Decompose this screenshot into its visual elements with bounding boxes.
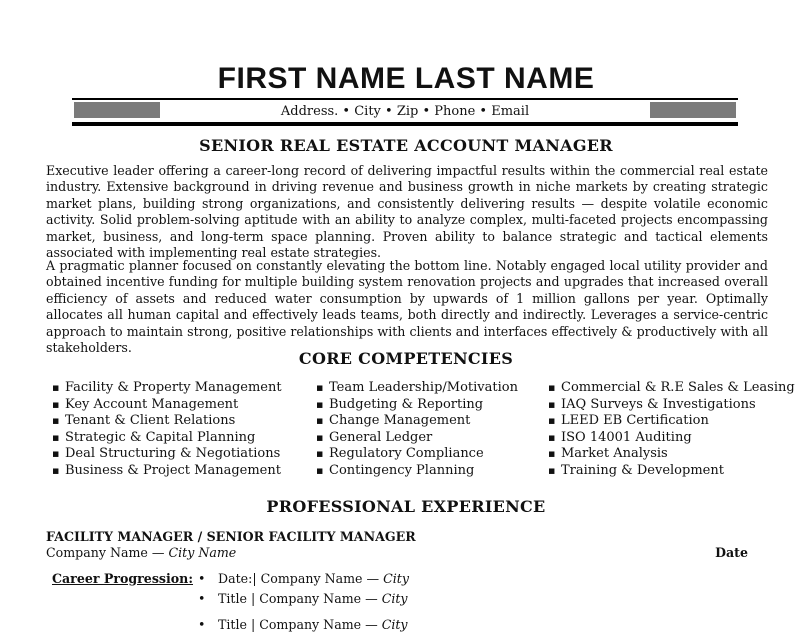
resume-name: FIRST NAME LAST NAME xyxy=(217,62,595,95)
contact-bar-right-block xyxy=(650,102,736,118)
progression-city: City xyxy=(381,617,408,632)
competencies-column-2 xyxy=(316,380,518,480)
competency-item: ▪ LEED EB Certification xyxy=(548,413,795,430)
competency-item: ▪ General Ledger xyxy=(316,430,518,447)
summary-paragraph-1: Executive leader offering a career-long record of delivering impactful results within the commercial real estate industry. Extensive background in driving revenue and business growth in niche markets by creating strategic market plans, building strong organizations, and consistently delivering results — despite volatile economic activity. Solid problem-solving aptitude with an ability to analyze complex, multi-faceted projects encompassing market, business, and long-term space planning. Proven ability to balance strategic and tactical elements associated with implementing real estate strategies. xyxy=(46,163,768,261)
competency-item: ▪ Market Analysis xyxy=(548,446,795,463)
competency-item: ▪ Deal Structuring & Negotiations xyxy=(52,446,282,463)
career-progression-label: Career Progression: xyxy=(52,571,193,586)
competency-item: ▪ Business & Project Management xyxy=(52,463,282,480)
competency-item: ▪ Budgeting & Reporting xyxy=(316,397,518,414)
bottom-rule xyxy=(72,122,738,126)
summary-paragraph-2: A pragmatic planner focused on constantly elevating the bottom line. Notably engaged local utility provider and obtained incentive funding for multiple building system renovation projects and upgrades that increased overall efficiency of assets and reduced water consumption by upwards of 1 million gallons per year. Optimally allocates all human capital and effectively leads teams, both directly and indirectly. Leverages a service-centric approach to maintain strong, positive relationships with clients and interfaces effectively & productively with all stakeholders. xyxy=(46,258,768,356)
contact-info: Address. • City • Zip • Phone • Email xyxy=(280,104,530,119)
career-progression-list xyxy=(198,571,409,632)
competency-item: ▪ Training & Development xyxy=(548,463,795,480)
competency-item: ▪ Key Account Management xyxy=(52,397,282,414)
competency-item: ▪ Change Management xyxy=(316,413,518,430)
progression-text: Date:| Company Name — xyxy=(218,571,384,586)
contact-bar xyxy=(72,98,738,126)
competencies-heading: CORE COMPETENCIES xyxy=(298,349,514,368)
job-date: Date xyxy=(715,545,748,560)
experience-heading: PROFESSIONAL EXPERIENCE xyxy=(266,497,546,516)
competency-item: ▪ Facility & Property Management xyxy=(52,380,282,397)
job-title: FACILITY MANAGER / SENIOR FACILITY MANAGER xyxy=(46,529,416,544)
career-progression-item xyxy=(198,571,409,591)
headline: SENIOR REAL ESTATE ACCOUNT MANAGER xyxy=(199,136,613,155)
competencies-column-3 xyxy=(548,380,795,480)
competency-item: ▪ Commercial & R.E Sales & Leasing xyxy=(548,380,795,397)
progression-text: Title | Company Name — xyxy=(218,617,382,632)
career-progression-item xyxy=(198,617,409,632)
competency-item: ▪ ISO 14001 Auditing xyxy=(548,430,795,447)
progression-city: City xyxy=(383,571,409,586)
competency-item: ▪ Contingency Planning xyxy=(316,463,518,480)
company-name: Company Name — xyxy=(46,545,169,560)
competency-item: ▪ Strategic & Capital Planning xyxy=(52,430,282,447)
competency-item: ▪ Team Leadership/Motivation xyxy=(316,380,518,397)
competency-item: ▪ Regulatory Compliance xyxy=(316,446,518,463)
progression-text: Title | Company Name — xyxy=(218,591,382,606)
company-city: City Name xyxy=(168,545,237,560)
progression-city: City xyxy=(381,591,408,606)
competency-item: ▪ IAQ Surveys & Investigations xyxy=(548,397,795,414)
company-line xyxy=(46,545,236,560)
career-progression-item xyxy=(198,591,409,617)
top-rule xyxy=(72,98,738,100)
competencies-column-1 xyxy=(52,380,282,480)
competency-item: ▪ Tenant & Client Relations xyxy=(52,413,282,430)
